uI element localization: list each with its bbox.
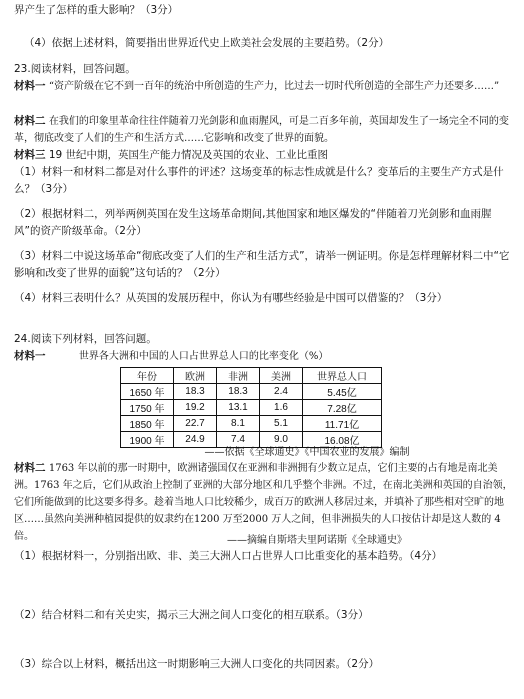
table-row	[121, 400, 382, 416]
q23-question-3: （3）材料二中说这场革命“彻底改变了人们的生产和生活方式”，请举一例证明。你是怎样理解材料二中“它影响和改变了世界的面貌”这句话的？（2分）	[14, 250, 510, 279]
q24-material-2-text: 1763 年以前的那一时期中，欧洲诸强国仅在亚洲和非洲拥有少数立足点，它们主要的占有地是南北美洲。1763 年之后，它们从政治上控制了亚洲的大部分地区和几乎整个非洲。不过，在南北美洲和英国的自治领，它们所能做到的比这要多得多。趁着当地人口比较稀少，成百万的欧洲人移居过来，并填补了那些相对空旷的地区……虽然向美洲种植园提供的奴隶约在1200 万至2000 万人之间，但非洲损失的人口按估计却是这人数的 4 倍。	[14, 463, 513, 542]
table-cell: 22.7	[174, 416, 217, 432]
table-header-cell: 世界总人口	[303, 368, 382, 384]
q24-question-3: （3）综合以上材料，概括出这一时期影响三大洲人口变化的共同因素。（2分）	[14, 658, 380, 670]
table-header-row	[121, 368, 382, 384]
q23-question-1: （1）材料一和材料二都是对什么事件的评述？这场变革的标志性成就是什么？变革后的主要生产方式是什么？（3分）	[14, 166, 504, 195]
q24-heading: 24.阅读下列材料，回答问题。	[14, 333, 157, 345]
q24-question-1: （1）根据材料一，分别指出欧、非、美三大洲人口占世界人口比重变化的基本趋势。（4分）	[14, 550, 443, 562]
q23-material-2-label: 材料二	[14, 115, 46, 127]
population-table	[120, 367, 382, 448]
table-source: ——依据《全球通史》《中国农业的发展》编制	[204, 447, 410, 458]
q23-material-2	[14, 113, 514, 147]
q23-material-1-label: 材料一	[14, 80, 46, 92]
table-cell: 1900 年	[121, 432, 174, 448]
material-2-source: ——摘编自斯塔夫里阿诺斯《全球通史》	[227, 535, 407, 546]
q22-part4: （4）依据上述材料，简要指出世界近代史上欧美社会发展的主要趋势。（2分）	[24, 37, 390, 49]
table-cell: 5.45亿	[303, 384, 382, 400]
table-cell: 1.6	[260, 400, 303, 416]
top-line: 界产生了怎样的重大影响？（3分）	[14, 4, 179, 16]
q23-material-3-text: 19 世纪中期，英国生产能力情况及英国的农业、工业比重图	[48, 149, 329, 161]
q23-material-3	[14, 147, 514, 164]
table-cell: 18.3	[217, 384, 260, 400]
table-cell: 18.3	[174, 384, 217, 400]
table-row	[121, 416, 382, 432]
q24-material-1	[14, 348, 514, 365]
table-cell: 5.1	[260, 416, 303, 432]
table-cell: 9.0	[260, 432, 303, 448]
q23-question-2: （2）根据材料二，列举两例英国在发生这场革命期间,其他国家和地区爆发的“伴随着刀光剑影和血雨腥风”的资产阶级革命。（2分）	[14, 208, 492, 237]
q23-heading: 23.阅读材料，回答问题。	[14, 63, 136, 75]
table-cell: 1750 年	[121, 400, 174, 416]
q24-material-1-label: 材料一	[14, 350, 46, 362]
table-cell: 19.2	[174, 400, 217, 416]
q23-material-1	[14, 78, 514, 95]
table-cell: 7.4	[217, 432, 260, 448]
q23-material-2-text: 在我们的印象里革命往往伴随着刀光剑影和血雨腥风，可是二百多年前，英国却发生了一场完全不同的变革，彻底改变了人们的生产和生活方式……它影响和改变了世界的面貌。	[14, 116, 509, 144]
q24-material-2-label: 材料二	[14, 462, 46, 474]
q23-material-1-text: “资产阶级在它不到一百年的统治中所创造的生产力，比过去一切时代所创造的全部生产力还要多……”	[48, 81, 500, 92]
table-cell: 16.08亿	[303, 432, 382, 448]
table-cell: 7.28亿	[303, 400, 382, 416]
table-cell: 2.4	[260, 384, 303, 400]
table-header-cell: 欧洲	[174, 368, 217, 384]
table-cell: 1850 年	[121, 416, 174, 432]
table-cell: 1650 年	[121, 384, 174, 400]
q24-question-2: （2）结合材料二和有关史实，揭示三大洲之间人口变化的相互联系。（3分）	[14, 609, 369, 621]
table-cell: 13.1	[217, 400, 260, 416]
table-row	[121, 384, 382, 400]
table-cell: 24.9	[174, 432, 217, 448]
q23-question-4: （4）材料三表明什么？从英国的发展历程中，你认为有哪些经验是中国可以借鉴的？（3分）	[14, 292, 448, 304]
table-header-cell: 非洲	[217, 368, 260, 384]
table-cell: 8.1	[217, 416, 260, 432]
table-header-cell: 美洲	[260, 368, 303, 384]
table-header-cell: 年份	[121, 368, 174, 384]
q23-material-3-label: 材料三	[14, 149, 46, 161]
q24-table-title: 世界各大洲和中国的人口占世界总人口的比率变化（%）	[78, 351, 329, 362]
table-cell: 11.71亿	[303, 416, 382, 432]
